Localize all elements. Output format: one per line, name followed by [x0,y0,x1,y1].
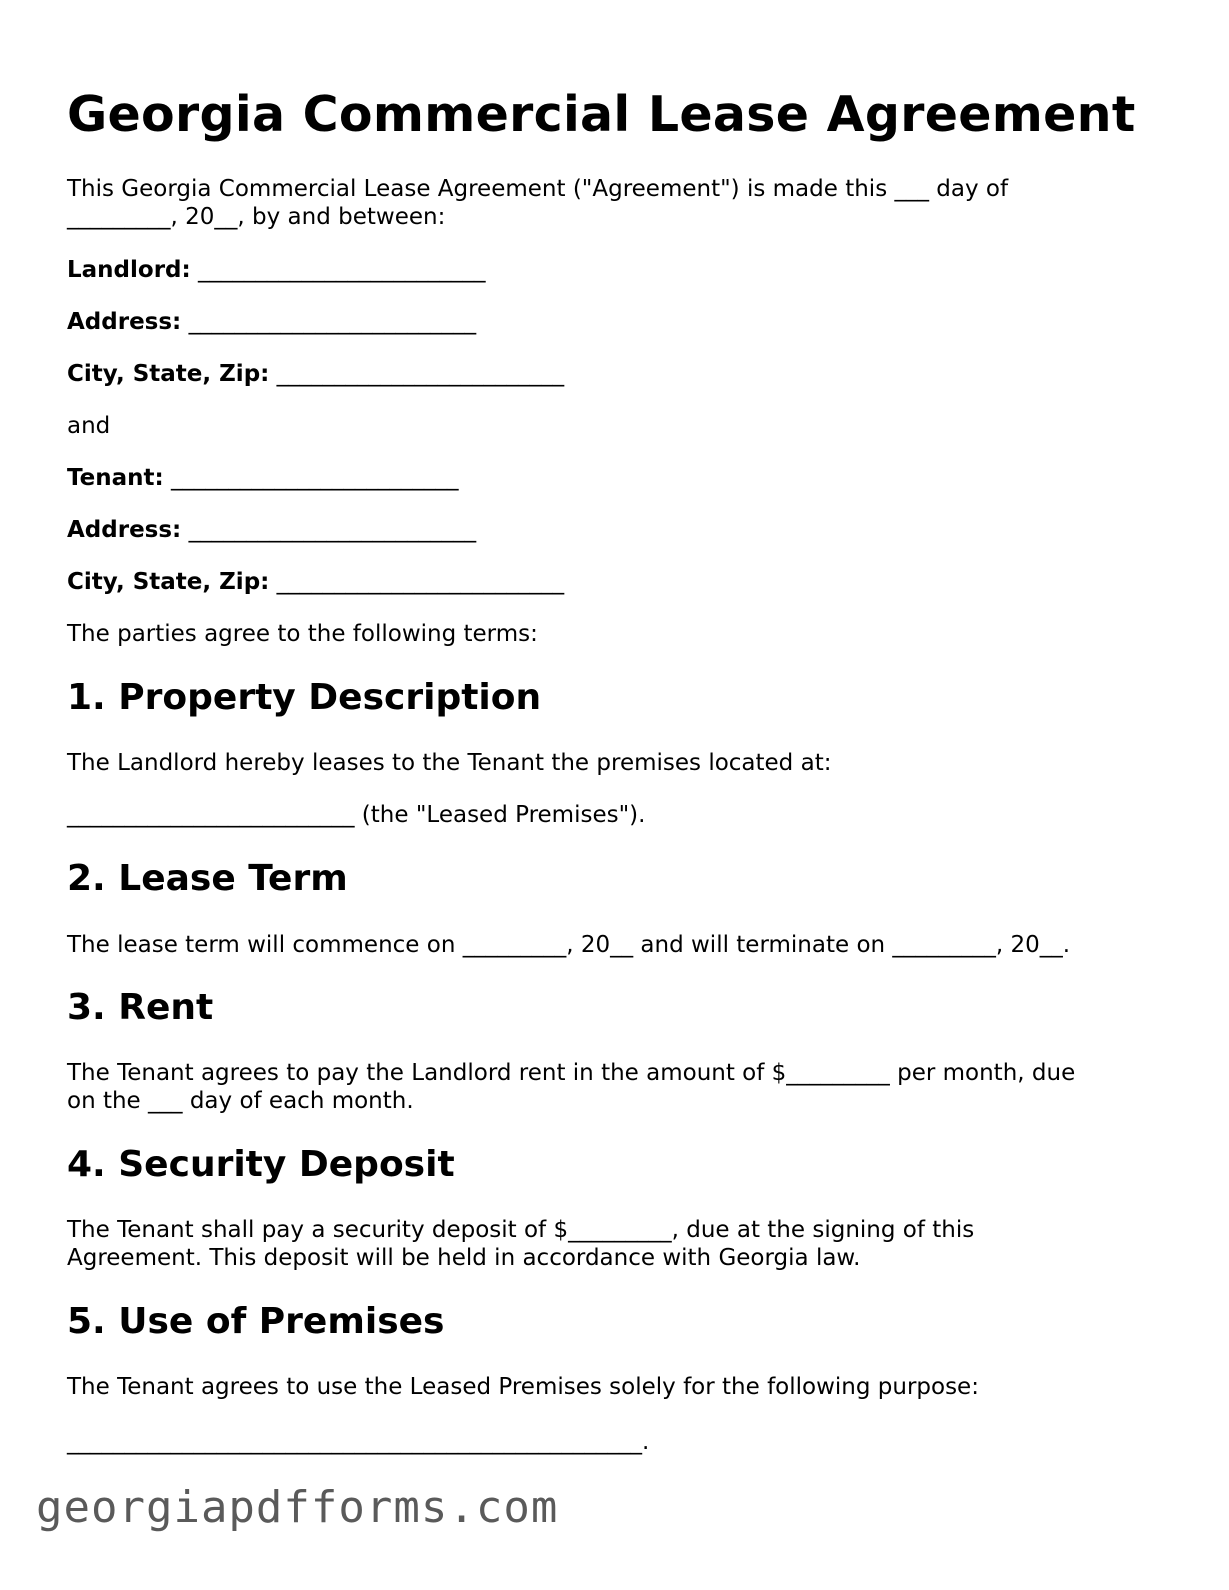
tenant-name-field [67,464,459,492]
tenant-address-blank: _________________________ [188,517,477,543]
intro-paragraph: This Georgia Commercial Lease Agreement ("Agreement") is made this ___ day of _________, 20__, by and between: [67,176,1009,230]
landlord-address-field [67,308,476,336]
tenant-city-blank: _________________________ [276,569,565,595]
and-text: and [67,413,111,439]
section-body-lease-term: The lease term will commence on _________, 20__ and will terminate on _________, 20__. [67,932,1071,958]
landlord-city-blank: _________________________ [276,361,565,387]
landlord-name-field [67,256,486,284]
watermark: georgiapdfforms.com [36,1482,559,1533]
section-heading-lease-term: 2. Lease Term [67,858,348,899]
tenant-city-field [67,568,564,596]
landlord-city-field [67,360,564,388]
landlord-city-label: City, State, Zip: [67,361,270,387]
section-body-use-of-premises: The Tenant agrees to use the Leased Premises solely for the following purpose: [67,1374,979,1400]
tenant-address-field [67,516,476,544]
landlord-address-label: Address: [67,309,182,335]
section-heading-use-of-premises: 5. Use of Premises [67,1301,445,1342]
section-heading-rent: 3. Rent [67,987,214,1028]
section-body-rent: The Tenant agrees to pay the Landlord rent in the amount of $_________ per month, due on the ___ day of each month. [67,1060,1076,1114]
parties-agree-text: The parties agree to the following terms: [67,621,538,647]
section-heading-security-deposit: 4. Security Deposit [67,1144,455,1185]
section-body-property-description: The Landlord hereby leases to the Tenant the premises located at: [67,750,832,776]
landlord-name-blank: _________________________ [198,257,486,283]
landlord-name-label: Landlord: [67,257,191,283]
section-heading-property-description: 1. Property Description [67,677,542,718]
document-title: Georgia Commercial Lease Agreement [67,86,1136,143]
tenant-city-label: City, State, Zip: [67,569,270,595]
leased-premises-blank-line: _________________________ (the "Leased Premises"). [67,802,646,828]
tenant-name-blank: _________________________ [171,465,459,491]
landlord-address-blank: _________________________ [188,309,477,335]
section-body-security-deposit: The Tenant shall pay a security deposit of $_________, due at the signing of this Agreement. This deposit will be held in accordance with Georgia law. [67,1217,975,1271]
purpose-blank-line: __________________________________________________. [67,1429,650,1455]
tenant-address-label: Address: [67,517,182,543]
tenant-name-label: Tenant: [67,465,164,491]
